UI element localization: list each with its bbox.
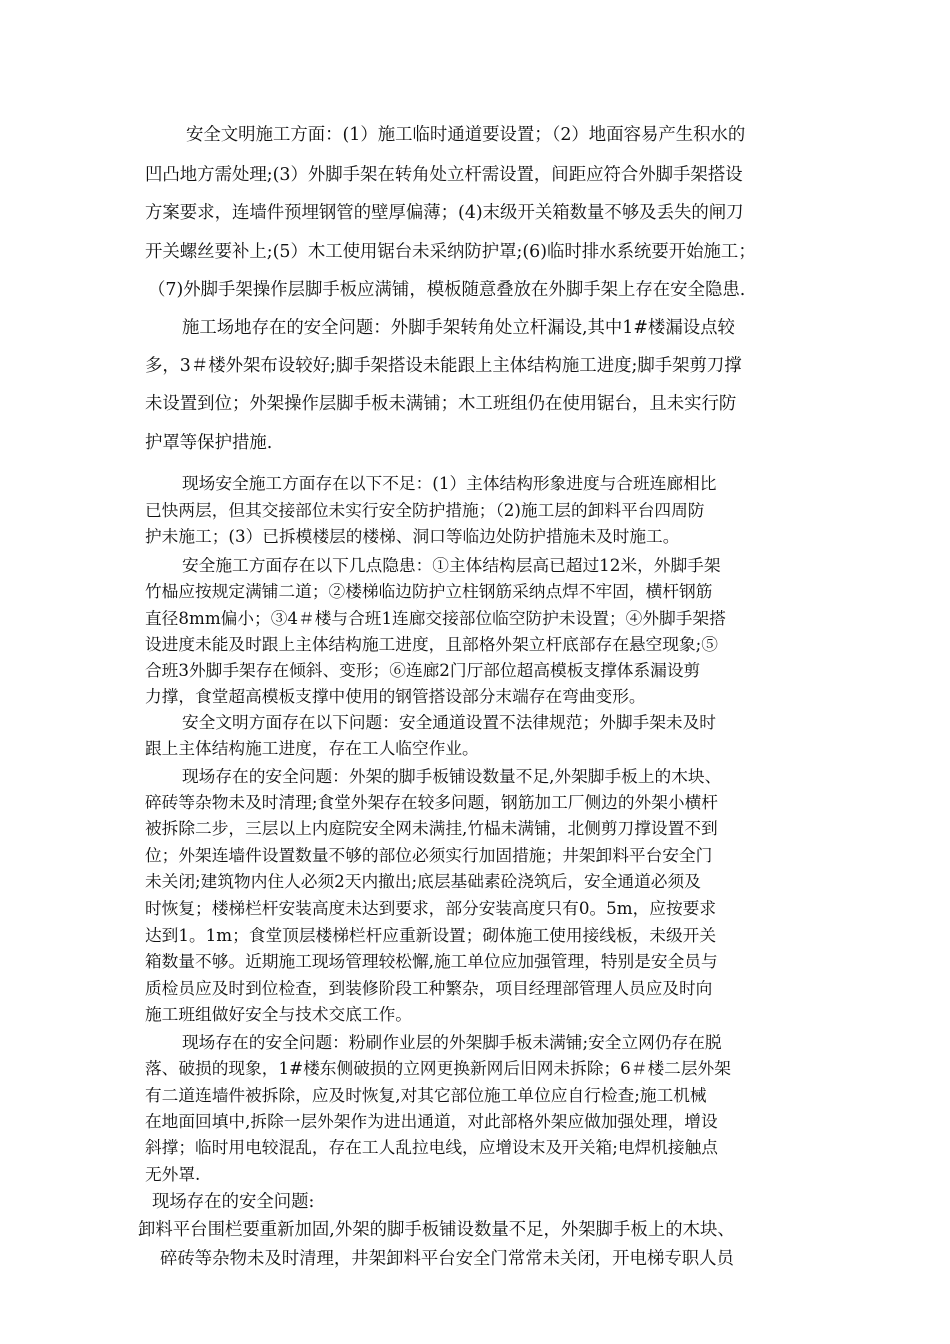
text-line: 碎砖等杂物未及时清理，井架卸料平台安全门常常未关闭，开电梯专职人员	[160, 1249, 734, 1269]
text-line: 开关螺丝要补上;(5）木工使用锯台未采纳防护罩;(6)临时排水系统要开始施工；	[145, 242, 756, 262]
text-line: 设进度未能及时跟上主体结构施工进度，且部格外架立杆底部存在悬空现象;⑤	[145, 634, 718, 654]
text-line: （7)外脚手架操作层脚手板应满铺，模板随意叠放在外脚手架上存在安全隐患.	[148, 280, 746, 300]
text-line: 施工场地存在的安全问题：外脚手架转角处立杆漏设,其中1#楼漏设点较	[182, 318, 735, 338]
text-line: 未设置到位；外架操作层脚手板未满铺；木工班组仍在使用锯台，且未实行防	[145, 394, 737, 414]
text-line: 安全文明施工方面：(1）施工临时通道要设置；（2）地面容易产生积水的	[186, 125, 746, 145]
text-line: 未关闭;建筑物内住人必须2天内撤出;底层基础素砼浇筑后，安全通道必须及	[145, 871, 701, 891]
text-line: 落、破损的现象，1#楼东侧破损的立网更换新网后旧网未拆除；6＃楼二层外架	[145, 1058, 731, 1078]
text-line: 安全施工方面存在以下几点隐患：①主体结构层高已超过12米，外脚手架	[182, 555, 721, 575]
text-line: 达到1。1m；食堂顶层楼梯栏杆应重新设置；砌体施工使用接线板，未级开关	[145, 925, 717, 945]
text-line: 护未施工；(3）已拆模楼层的楼梯、洞口等临边处防护措施未及时施工。	[145, 526, 680, 546]
text-line: 卸料平台围栏要重新加固,外架的脚手板铺设数量不足，外架脚手板上的木块、	[138, 1220, 735, 1240]
text-line: 方案要求，连墙件预埋钢管的壁厚偏薄；(4)末级开关箱数量不够及丢失的闸刀	[145, 203, 744, 223]
text-line: 时恢复；楼梯栏杆安装高度未达到要求，部分安装高度只有0。5m，应按要求	[145, 898, 717, 918]
text-line: 质检员应及时到位检查，到装修阶段工种繁杂，项目经理部管理人员应及时向	[145, 978, 713, 998]
text-line: 现场存在的安全问题：外架的脚手板铺设数量不足,外架脚手板上的木块、	[182, 766, 722, 786]
text-line: 现场安全施工方面存在以下不足：(1）主体结构形象进度与合班连廊相比	[182, 473, 717, 493]
text-line: 现场存在的安全问题：粉刷作业层的外架脚手板未满铺;安全立网仍存在脱	[182, 1032, 722, 1052]
text-line: 在地面回填中,拆除一层外架作为进出通道，对此部格外架应做加强处理，增设	[145, 1111, 718, 1131]
text-line: 箱数量不够。近期施工现场管理较松懈,施工单位应加强管理，特别是安全员与	[145, 951, 718, 971]
text-line: 现场存在的安全问题:	[152, 1192, 315, 1212]
text-line: 竹榀应按规定满铺二道；②楼梯临边防护立柱钢筋采纳点焊不牢固，横杆钢筋	[145, 581, 713, 601]
text-line: 直径8mm偏小；③4＃楼与合班1连廊交接部位临空防护未设置；④外脚手架搭	[145, 608, 726, 628]
text-line: 被拆除二步，三层以上内庭院安全网未满挂,竹榀未满铺，北侧剪刀撑设置不到	[145, 818, 718, 838]
text-line: 护罩等保护措施.	[145, 433, 273, 453]
text-line: 多，3＃楼外架布设较好;脚手架搭设未能跟上主体结构施工进度;脚手架剪刀撑	[145, 356, 742, 376]
text-line: 跟上主体结构施工进度，存在工人临空作业。	[145, 738, 479, 758]
text-line: 已快两层，但其交接部位未实行安全防护措施；（2)施工层的卸料平台四周防	[145, 500, 705, 520]
text-line: 安全文明方面存在以下问题：安全通道设置不法律规范；外脚手架未及时	[182, 712, 716, 732]
text-line: 斜撑；临时用电较混乱，存在工人乱拉电线，应增设末及开关箱;电焊机接触点	[145, 1137, 718, 1157]
text-line: 力撑，食堂超高模板支撑中使用的钢管搭设部分末端存在弯曲变形。	[145, 686, 646, 706]
text-line: 凹凸地方需处理;(3）外脚手架在转角处立杆需设置，间距应符合外脚手架搭设	[145, 165, 743, 185]
text-line: 无外罩.	[145, 1164, 201, 1184]
text-line: 有二道连墙件被拆除，应及时恢复,对其它部位施工单位应自行检查;施工机械	[145, 1085, 707, 1105]
text-line: 位；外架连墙件设置数量不够的部位必须实行加固措施；井架卸料平台安全门	[145, 845, 713, 865]
text-line: 碎砖等杂物未及时清理;食堂外架存在较多问题，钢筋加工厂侧边的外架小横杆	[145, 792, 718, 812]
text-line: 合班3外脚手架存在倾斜、变形；⑥连廊2门厅部位超高模板支撑体系漏设剪	[145, 660, 701, 680]
text-line: 施工班组做好安全与技术交底工作。	[145, 1004, 412, 1024]
